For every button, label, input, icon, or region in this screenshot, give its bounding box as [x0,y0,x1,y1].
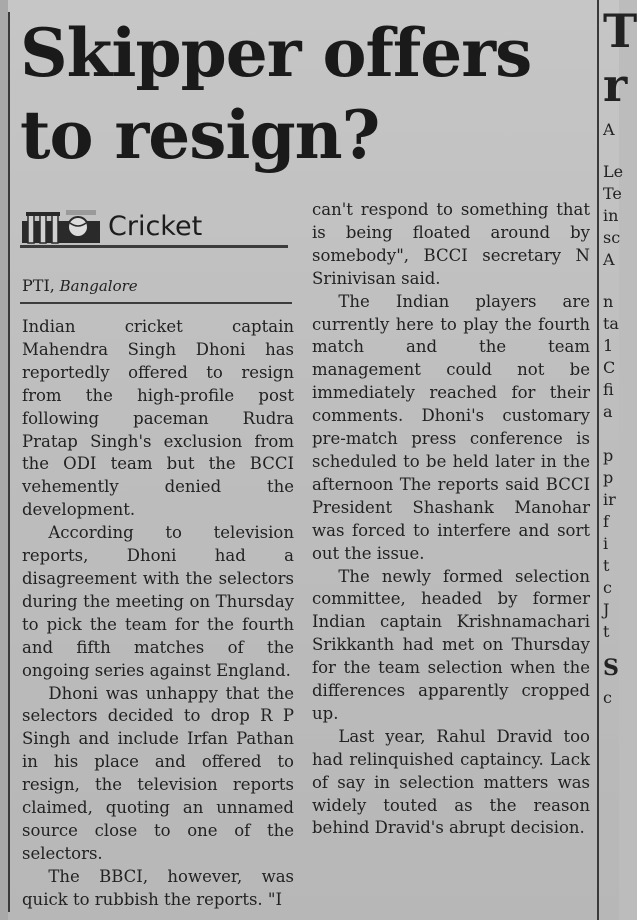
paragraph: The newly formed selection committee, headed by former Indian captain Krishnamachari Srikkanth had met on Thursday for the team selection when the differences apparently cropped up. [312,566,590,723]
adjacent-line: C [603,358,616,377]
adjacent-line: f [603,512,609,531]
paragraph: can't respond to something that is being floated around by somebody", BCCI secretary N Srinivisan said. [312,200,590,288]
adjacent-line: c [603,688,612,707]
adjacent-line: i [603,534,609,553]
section-logo [20,205,288,253]
adjacent-line: t [603,622,610,641]
adjacent-line: c [603,578,612,597]
adjacent-line: p [603,446,614,465]
section-rule [20,245,288,248]
adjacent-line: p [603,468,614,487]
paragraph: Dhoni was unhappy that the selectors decided to drop R P Singh and include Irfan Pathan in his place and offered to resign, the television reports claimed, quoting an unnamed source close to one of the selectors. [22,683,294,863]
adjacent-line: J [603,600,610,619]
adjacent-line: sc [603,228,621,247]
adjacent-byline: A [603,120,615,139]
adjacent-line: in [603,206,619,225]
paragraph: According to television reports, Dhoni had a disagreement with the selectors during the meeting on Thursday to pick the team for the fourth and fifth matches of the ongoing series against England. [22,523,294,680]
cricket-stumps-icon [20,207,102,245]
adjacent-line: A [603,250,615,269]
paragraph: Last year, Rahul Dravid too had relinquished captaincy. Lack of say in selection matters was widely touted as the reason behind Dravid's abrupt decision. [312,726,590,838]
adjacent-line: t [603,556,610,575]
adjacent-line: 1 [603,336,614,355]
adjacent-subhead: S [603,655,619,681]
adjacent-headline-line-1: T [603,4,637,58]
adjacent-article-fragment [601,0,637,920]
byline-place: Bangalore [59,277,138,295]
headline: Skipper offers to resign? [20,14,532,174]
adjacent-line: n [603,292,614,311]
adjacent-line: Te [603,184,622,203]
article-column-1 [22,316,294,912]
adjacent-line: fi [603,380,614,399]
paragraph: The BBCI, however, was quick to rubbish the reports. "I [22,866,294,909]
left-margin [0,0,8,920]
adjacent-headline-line-2: r [603,58,628,112]
article-column-2 [312,199,590,840]
adjacent-line: ta [603,314,619,333]
paragraph: The Indian players are currently here to play the fourth match and the team management could not be immediately reached for their comments. Dhoni's customary pre-match press conference is scheduled to be held later in the afternoon The reports said BCCI President Shashank Manohar was forced to interfere and sort out the issue. [312,291,590,563]
column-rule-left [8,12,10,912]
byline-agency: PTI, [22,276,55,295]
adjacent-line: ir [603,490,616,509]
adjacent-line: Le [603,162,624,181]
section-label: Cricket [108,211,203,242]
column-rule-right [597,0,599,920]
byline [22,276,138,295]
byline-rule [20,302,292,304]
adjacent-line: a [603,402,613,421]
paragraph: Indian cricket captain Mahendra Singh Dhoni has reportedly offered to resign from the high-profile post following paceman Rudra Pratap Singh's exclusion from the ODI team but the BCCI vehemently denied the development. [22,317,294,520]
